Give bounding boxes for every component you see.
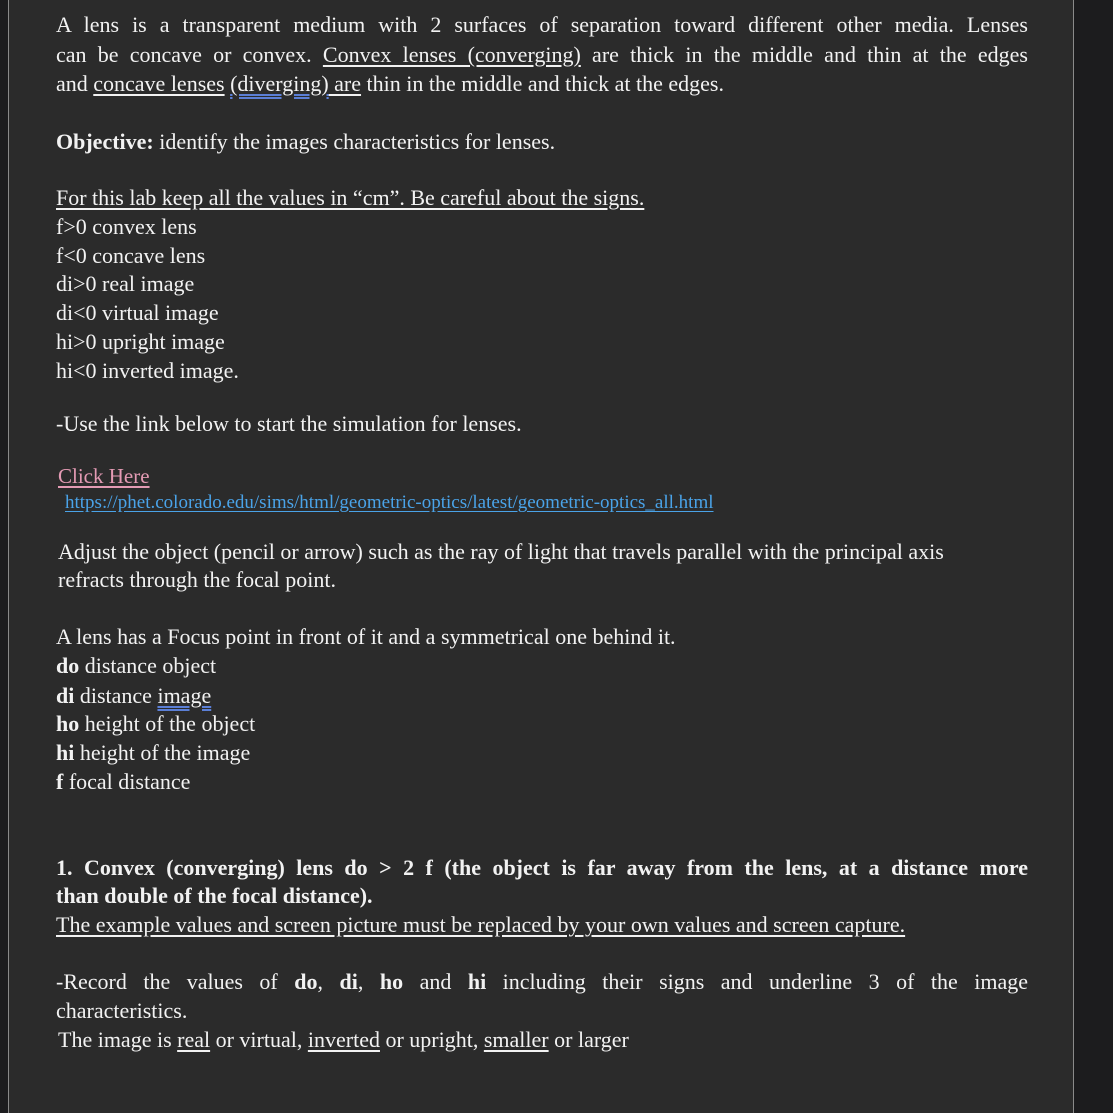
intro-text: are thick in the middle and thin at the edges: [580, 42, 1028, 67]
term: f: [56, 769, 64, 794]
rule-item: f>0 convex lens: [56, 214, 197, 239]
intro-text: and: [56, 71, 94, 96]
record-line-1: [56, 967, 1028, 996]
hi-term: hi: [467, 969, 487, 994]
char-text: or larger: [548, 1027, 629, 1052]
char-text: The image is: [58, 1027, 178, 1052]
char-text: or upright,: [379, 1027, 484, 1052]
term-desc: height of the image: [74, 740, 251, 765]
adjust-line-1: Adjust the object (pencil or arrow) such as the ray of light that travels parallel with the principal axis: [58, 539, 944, 564]
separator: ,: [357, 969, 380, 994]
term: hi: [56, 740, 75, 765]
objective-label: Objective:: [56, 129, 154, 154]
record-text: including their signs and underline 3 of the image: [486, 969, 1029, 994]
intro-line-3: [56, 69, 724, 98]
separator: and: [403, 969, 468, 994]
rule-item: hi<0 inverted image.: [56, 358, 239, 383]
objective: [56, 127, 555, 156]
intro-text: can be concave or convex.: [56, 42, 323, 67]
are-word: are: [328, 71, 362, 96]
term: ho: [56, 711, 80, 736]
term-desc: distance: [74, 683, 158, 708]
smaller-choice: smaller: [483, 1027, 549, 1052]
char-text: or virtual,: [210, 1027, 308, 1052]
term-desc: height of the object: [79, 711, 256, 736]
definition-f: [56, 767, 190, 796]
rules-heading: For this lab keep all the values in “cm”. Be careful about the signs.: [56, 185, 645, 210]
simulation-url-link[interactable]: [65, 486, 714, 517]
objective-text: identify the images characteristics for lenses.: [153, 129, 556, 154]
intro-text: thin in the middle and thick at the edges.: [361, 71, 724, 96]
term: do: [56, 653, 80, 678]
section-1-heading: 1. Convex (converging) lens do > 2 f (the object is far away from the lens, at a distance more: [56, 855, 1028, 880]
ho-term: ho: [379, 969, 404, 994]
adjust-line-2: refracts through the focal point.: [58, 567, 336, 592]
section-1-heading-line-2: [56, 881, 373, 910]
term-desc: distance object: [79, 653, 217, 678]
term: di: [56, 683, 75, 708]
concave-lenses-term: concave lenses: [93, 71, 225, 96]
definition-do: [56, 651, 216, 680]
document-page: [8, 0, 1074, 1113]
definition-ho: [56, 709, 255, 738]
definition-di: [56, 681, 211, 710]
definition-hi: [56, 738, 250, 767]
rule-item: di>0 real image: [56, 271, 195, 296]
definitions-intro: A lens has a Focus point in front of it and a symmetrical one behind it.: [56, 624, 676, 649]
record-text: -Record the values of: [56, 969, 295, 994]
diverging-term: (diverging): [230, 71, 329, 96]
section-1-heading-line-1: [56, 853, 1028, 882]
section-1-note: The example values and screen picture must be replaced by your own values and screen capture.: [56, 912, 906, 937]
section-1-heading-cont: than double of the focal distance).: [56, 883, 373, 908]
di-term: di: [339, 969, 358, 994]
separator: ,: [317, 969, 340, 994]
term-desc: focal distance: [63, 769, 191, 794]
simulation-url-text[interactable]: https://phet.colorado.edu/sims/html/geometric-optics/latest/geometric-optics_all.html: [65, 492, 714, 513]
rule-item: hi>0 upright image: [56, 329, 225, 354]
real-choice: real: [177, 1027, 211, 1052]
do-term: do: [294, 969, 318, 994]
intro-line-1: A lens is a transparent medium with 2 surfaces of separation toward different other media. Lenses: [56, 12, 1028, 37]
inverted-choice: inverted: [307, 1027, 380, 1052]
click-here-text[interactable]: Click Here: [58, 464, 150, 488]
convex-lenses-term: Convex lenses (converging): [322, 42, 581, 67]
rule-item: di<0 virtual image: [56, 300, 219, 325]
intro-line-2: [56, 40, 1028, 69]
image-characteristics: [58, 1025, 629, 1054]
record-line-2: characteristics.: [56, 998, 188, 1023]
term-desc-image: image: [157, 683, 212, 708]
rule-item: f<0 concave lens: [56, 243, 206, 268]
link-instruction: -Use the link below to start the simulation for lenses.: [56, 411, 522, 436]
